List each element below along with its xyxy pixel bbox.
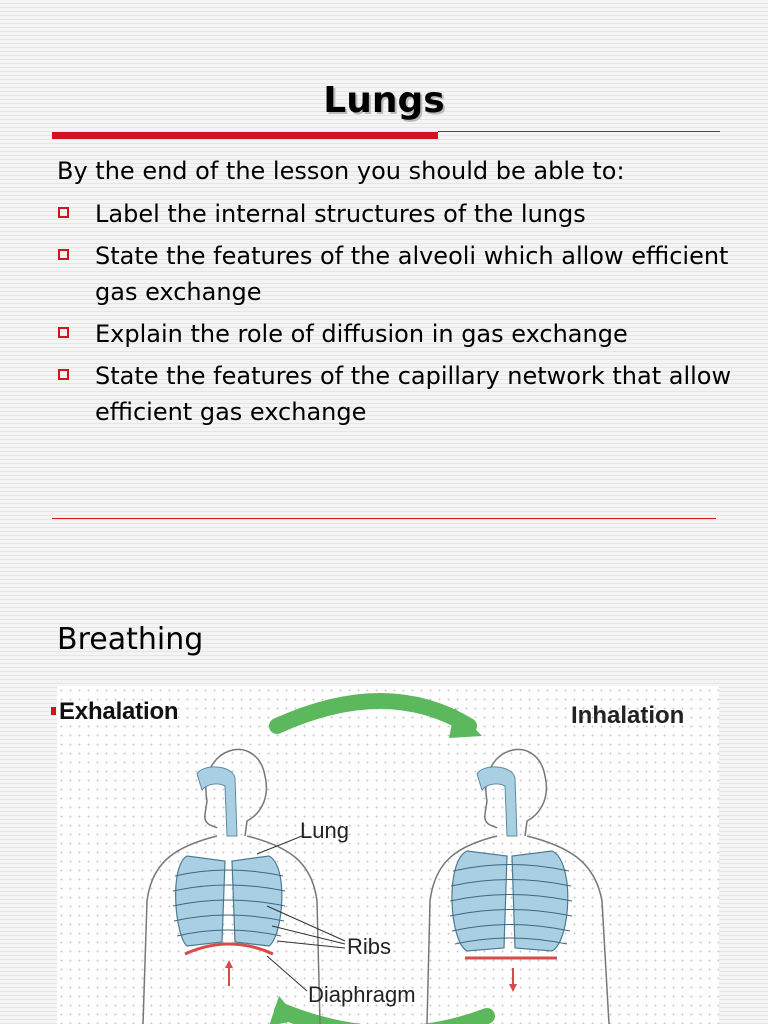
ribs-label: Ribs [347, 934, 392, 959]
lung-label: Lung [300, 818, 349, 843]
small-bullet-icon [51, 707, 56, 715]
lungs-left-icon [173, 856, 285, 946]
inhalation-label: Inhalation [571, 702, 685, 729]
square-bullet-icon [58, 207, 69, 218]
list-item [57, 358, 737, 430]
breathing-diagram [57, 686, 719, 1024]
cycle-arrow-top-icon [277, 701, 469, 726]
cycle-arrow-bottom-icon [282, 1011, 487, 1024]
lungs-right-icon [450, 851, 572, 951]
airway-right-icon [477, 767, 517, 836]
list-item [57, 196, 737, 232]
square-bullet-icon [58, 249, 69, 260]
square-bullet-icon [58, 327, 69, 338]
exhalation-label: Exhalation [59, 698, 179, 725]
airway-icon [197, 767, 237, 836]
title-underline [52, 132, 438, 139]
breathing-illustration [57, 686, 719, 1024]
list-item [57, 238, 737, 310]
list-item-text: State the features of the capillary network that allow efficient gas exchange [95, 362, 732, 426]
square-bullet-icon [58, 369, 69, 380]
title-underline-thin [438, 131, 720, 132]
slide-divider [52, 518, 716, 519]
diaphragm-label: Diaphragm [308, 982, 416, 1007]
objectives-list [57, 196, 737, 436]
intro-text: By the end of the lesson you should be able to: [57, 157, 625, 185]
list-item-text: Explain the role of diffusion in gas exchange [95, 320, 628, 348]
breathing-title: Breathing [57, 622, 204, 657]
slide-title: Lungs [323, 80, 445, 121]
list-item-text: State the features of the alveoli which allow efficient gas exchange [95, 242, 729, 306]
list-item [57, 316, 737, 352]
list-item-text: Label the internal structures of the lungs [95, 200, 586, 228]
